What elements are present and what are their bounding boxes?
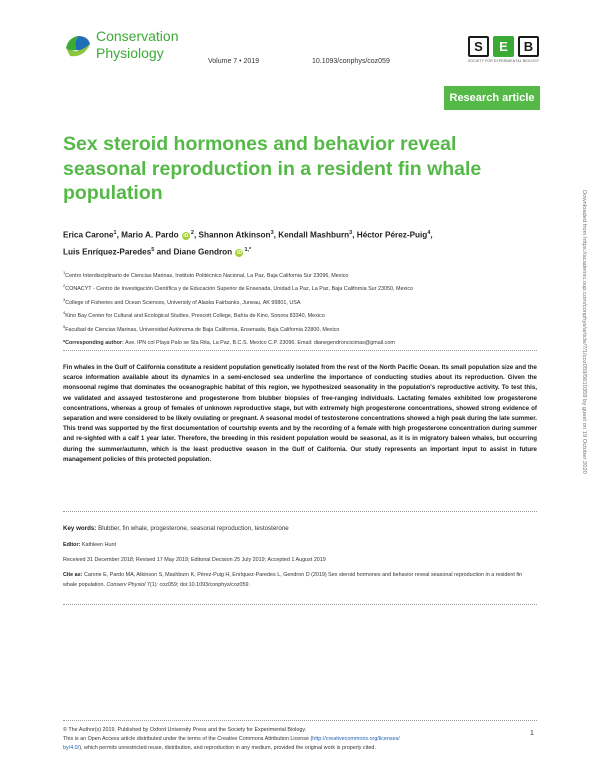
- affiliation-item: [63, 268, 533, 281]
- author-affiliation: 2: [190, 230, 194, 236]
- author-affiliation: 4: [427, 230, 431, 236]
- seb-letter-s: S: [468, 36, 489, 57]
- affiliation-text: Centro Interdisciplinario de Ciencias Marinas, Instituto Politécnico Nacional, La Paz, Baja California Sur 23096, Mexico: [65, 272, 349, 279]
- abstract: Fin whales in the Gulf of California constitute a resident population genetically isolated from the rest of the North Pacific Ocean. Its small population size and the scarce information available about its dynamics in a semi-enclosed sea underline the importance of conducting studies about its reproduction. Given the monsoonal regime that dominates the oceanographic habitat of this region, we hypothesized seasonality in the population's reproductive activity. To test this, we validated and assayed testosterone and progesterone from blubber biopsies of free-ranging individuals. Lactating females exhibited low progesterone concentrations, whereas a group of females of unknown reproductive stage, but with extremely high progesterone concentrations, showed strong evidence of separation and were considered to be likely ovulating or pregnant. A seasonal model of testosterone concentrations showed a high peak during the late summer. This trend was supported by the first documentation of courtship events and by the recording of a female with high progesterone concentration during summer and re-sighted with a calf 1 year later. Therefore, the breeding in this resident population would be seasonal, as it is in migratory baleen whales, but occurring during the summer/autumn, which is the least productive season in the Gulf of California. Our study represents an important input to assist in future management policies of this protected population.: [63, 364, 537, 463]
- corresponding-author: [63, 339, 533, 349]
- article-dates: Received 31 December 2018; Revised 17 May 2019; Editorial Decision 25 July 2019; Accepted 1 August 2019: [63, 557, 326, 563]
- footer-divider: [63, 720, 537, 721]
- download-note: Downloaded from https://academic.oup.com/conphys/article/7/1/coz059/5610359 by guest on 19 October 2020: [581, 190, 587, 474]
- article-type-badge: Research article: [444, 86, 540, 110]
- affiliation-item: [63, 281, 533, 294]
- seb-logo[interactable]: [468, 36, 544, 66]
- journal-logo[interactable]: [62, 28, 192, 68]
- orcid-icon[interactable]: iD: [183, 232, 189, 239]
- license-text: ), which permits unrestricted reuse, distribution, and reproduction in any medium, provided the original work is properly cited.: [79, 744, 376, 751]
- copyright-footer: [63, 726, 527, 752]
- author-name[interactable]: Héctor Pérez-Puig: [356, 230, 428, 240]
- keywords-text: Blubber, fin whale, progesterone, seasonal reproduction, testosterone: [98, 525, 289, 532]
- license-line: [63, 744, 527, 753]
- keywords-label: Key words:: [63, 525, 97, 532]
- citation-journal: Conserv Physiol: [106, 581, 146, 588]
- affiliation-text: CONACYT - Centro de Investigación Científica y de Educación Superior de Ensenada, Unidad La Paz, La Paz, Baja California Sur 23050, Mexico: [65, 286, 414, 293]
- author-name[interactable]: Shannon Atkinson: [198, 230, 271, 240]
- affiliations: [63, 268, 533, 349]
- seb-letter-b: B: [518, 36, 539, 57]
- seb-letters: [468, 36, 544, 57]
- affiliation-text: Facultad de Ciencias Marinas, Universidad Autónoma de Baja California, Ensenada, Baja California 22800, Mexico: [65, 326, 340, 333]
- license-text: This is an Open Access article distributed under the terms of the Creative Commons Attribution License (: [63, 735, 313, 742]
- author-name[interactable]: Diane Gendron: [173, 247, 233, 257]
- license-link[interactable]: by/4.0/: [63, 744, 80, 751]
- license-link[interactable]: http://creativecommons.org/licenses/: [312, 735, 400, 742]
- page-number: 1: [530, 730, 534, 737]
- editor: [63, 542, 116, 548]
- article-title: Sex steroid hormones and behavior reveal seasonal reproduction in a resident fin whale population: [63, 133, 482, 204]
- divider: [63, 350, 537, 351]
- affiliation-number: 2: [63, 283, 66, 289]
- download-watermark: [579, 190, 589, 580]
- doi[interactable]: 10.1093/conphys/coz059: [312, 58, 390, 65]
- seb-subtitle: SOCIETY FOR EXPERIMENTAL BIOLOGY: [468, 59, 540, 63]
- author-name[interactable]: Erica Carone: [63, 230, 114, 240]
- author-name[interactable]: Mario A. Pardo: [121, 230, 179, 240]
- author-affiliation: 1,*: [244, 247, 252, 254]
- seb-letter-e: E: [493, 36, 514, 57]
- author-name[interactable]: Kendall Mashburn: [278, 230, 350, 240]
- corresponding-label: *Corresponding author:: [63, 339, 124, 346]
- author-list: Erica Carone$^1$, Mario A. Pardo iD $^2$, Shannon Atkinson$^3$, Kendall Mashburn$^3$, Héctor Pérez-Puig$^4$, Luis Enríquez-Paredes$^5$ and Diane Gendron iD $^{1,*}$: [63, 230, 433, 257]
- corresponding-text[interactable]: Ave. IPN col Playa Palo se Sta Rita, La Paz, B.C.S. Mexico C.P. 23096. Email: dianegendroncicimas@gmail.com: [125, 339, 395, 346]
- affiliation-number: 1: [63, 270, 66, 275]
- divider: [63, 604, 537, 605]
- affiliation-text: Kino Bay Center for Cultural and Ecological Studies, Prescott College, Bahía de Kino, Sonora 83340, Mexico: [65, 312, 325, 319]
- journal-name-line1: Conservation: [96, 28, 179, 44]
- affiliation-item: [63, 295, 533, 308]
- page-header: [0, 0, 600, 80]
- citation-ref: 7(1): coz059; doi:10.1093/conphys/coz059.: [146, 581, 251, 588]
- author-affiliation: 5: [151, 247, 155, 254]
- author-affiliation: 3: [349, 230, 353, 236]
- citation-text: Carone E, Pardo MA, Atkinson S, Mashburn K, Pérez-Puig H, Enríquez-Paredes L, Gendron D (2019) Sex steroid hormones and behavior reveal seasonal reproduction in a resident fin whale population.: [63, 572, 523, 588]
- license-line: [63, 735, 527, 744]
- editor-label: Editor:: [63, 542, 81, 548]
- author-affiliation: 1: [113, 230, 117, 236]
- affiliation-item: [63, 308, 533, 321]
- copyright-line: © The Author(s) 2019. Published by Oxford University Press and the Society for Experimental Biology.: [63, 727, 307, 733]
- orcid-icon[interactable]: iD: [236, 249, 242, 256]
- author-name[interactable]: Luis Enríquez-Paredes: [63, 247, 152, 257]
- affiliation-number: 4: [63, 310, 66, 316]
- journal-name: [96, 28, 179, 62]
- affiliation-number: 3: [63, 296, 66, 302]
- affiliation-item: [63, 322, 533, 335]
- divider: [63, 511, 537, 512]
- journal-name-line2: Physiology: [96, 45, 164, 61]
- keywords: [63, 524, 537, 534]
- citation: [63, 571, 537, 590]
- author-affiliation: 3: [270, 230, 274, 236]
- author-conjunction: and: [156, 247, 172, 257]
- journal-logo-icon: [62, 30, 92, 60]
- affiliation-text: College of Fisheries and Ocean Sciences, University of Alaska Fairbanks, Juneau, AK 99801, USA: [65, 299, 301, 306]
- editor-name: Kathleen Hunt: [81, 542, 117, 548]
- citation-label: Cite as:: [63, 572, 83, 578]
- affiliation-number: 5: [63, 323, 66, 329]
- volume-info: Volume 7 • 2019: [208, 58, 260, 65]
